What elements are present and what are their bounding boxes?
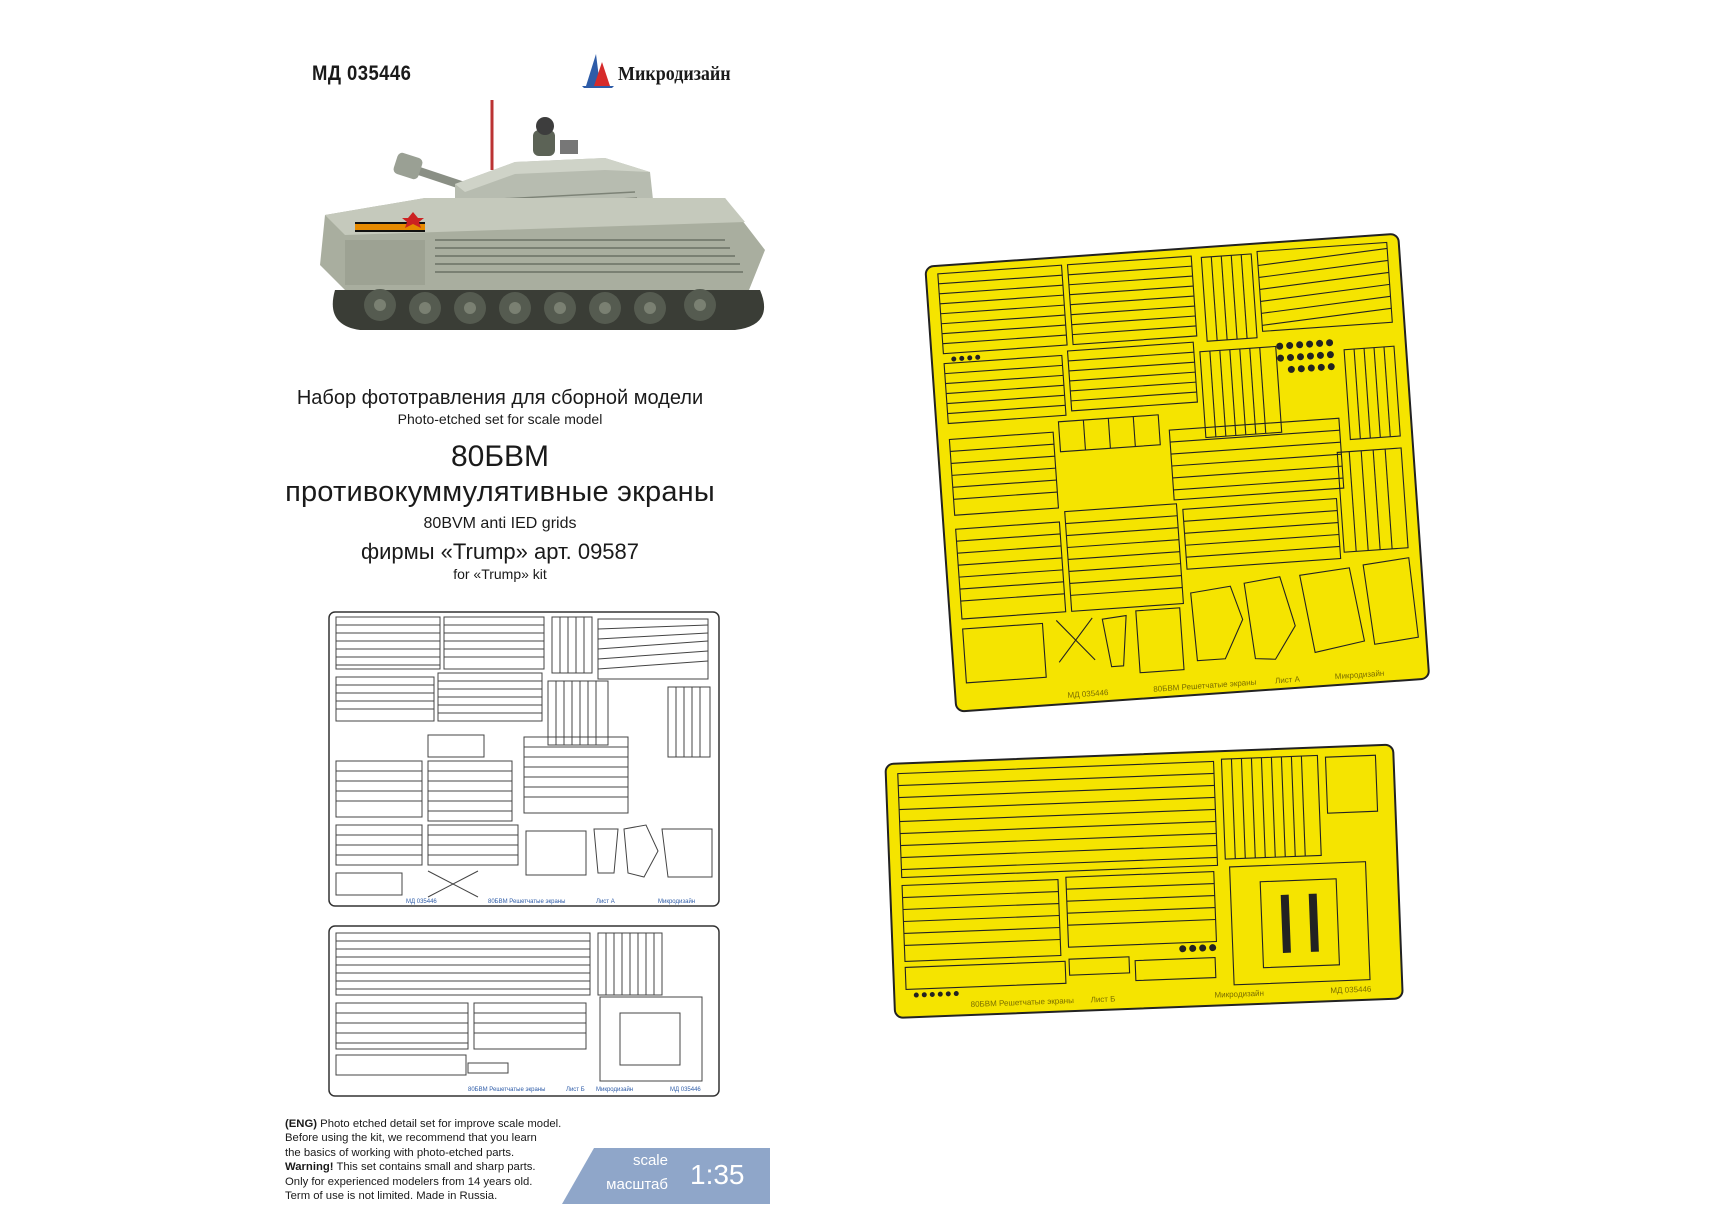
kit-reference-ru: фирмы «Trump» арт. 09587	[360, 539, 640, 564]
notes-line-2: Before using the kit, we recommend that you learn	[285, 1132, 537, 1145]
sheet-a-name: 80БВМ Решетчатые экраны	[1153, 677, 1257, 694]
scale-badge	[562, 1148, 770, 1204]
subtitle-ru: Набор фототравления для сборной модели	[296, 387, 704, 409]
notes-line-4: This set contains small and sharp parts.	[333, 1161, 536, 1174]
notes-line-3: the basics of working with photo-etched parts.	[285, 1146, 515, 1159]
product-code: МД 035446	[312, 62, 412, 85]
svg-text:Лист Б: Лист Б	[566, 1087, 585, 1093]
notes-line-1: Photo etched detail set for improve scale model.	[317, 1118, 562, 1130]
sheet-b-outline	[328, 925, 720, 1097]
svg-text:МД 035446: МД 035446	[406, 899, 437, 905]
svg-text:80БВМ Решетчатые экраны: 80БВМ Решетчатые экраны	[488, 899, 566, 905]
scale-label-en: scale	[632, 1152, 668, 1169]
warning-tag: Warning!	[285, 1161, 334, 1174]
sheet-b-code: МД 035446	[1330, 984, 1372, 996]
product-title-ru: противокуммулятивные экраны	[285, 476, 715, 508]
sheet-a-label: Лист А	[1274, 674, 1301, 686]
svg-text:МД 035446: МД 035446	[670, 1087, 701, 1093]
brand-name: Микродизайн	[618, 63, 731, 85]
svg-text:Лист А: Лист А	[596, 899, 615, 905]
svg-text:Микродизайн: Микродизайн	[596, 1087, 634, 1093]
sheet-b-brand: Микродизайн	[1214, 988, 1265, 1000]
svg-text:Микродизайн: Микродизайн	[658, 899, 696, 905]
scale-label-ru: масштаб	[606, 1176, 668, 1193]
svg-text:80БВМ Решетчатые экраны: 80БВМ Решетчатые экраны	[468, 1087, 546, 1093]
sheet-b-label: Лист Б	[1090, 994, 1116, 1005]
sheet-b-brass	[880, 724, 1420, 1034]
sheet-a-brass	[912, 214, 1432, 724]
notes-line-5: Only for experienced modelers from 14 years old.	[285, 1175, 533, 1188]
scale-value: 1:35	[690, 1159, 745, 1190]
product-title-en: 80BVM anti IED grids	[423, 515, 577, 532]
microdesign-logo-icon	[582, 52, 614, 88]
tank-photo	[305, 100, 785, 340]
sheet-a-code: МД 035446	[1067, 687, 1109, 700]
model-name: 80БВМ	[450, 440, 550, 473]
sheet-a-outline	[328, 611, 720, 907]
eng-tag: (ENG)	[285, 1118, 318, 1130]
subtitle-en: Photo-etched set for scale model	[397, 411, 603, 427]
notes-line-6: Term of use is not limited. Made in Russia.	[285, 1190, 498, 1203]
kit-reference-en: for «Trump» kit	[453, 566, 547, 582]
sheet-b-name: 80БВМ Решетчатые экраны	[970, 996, 1075, 1009]
brand-logo	[582, 52, 743, 88]
sheet-a-brand: Микродизайн	[1334, 668, 1385, 682]
